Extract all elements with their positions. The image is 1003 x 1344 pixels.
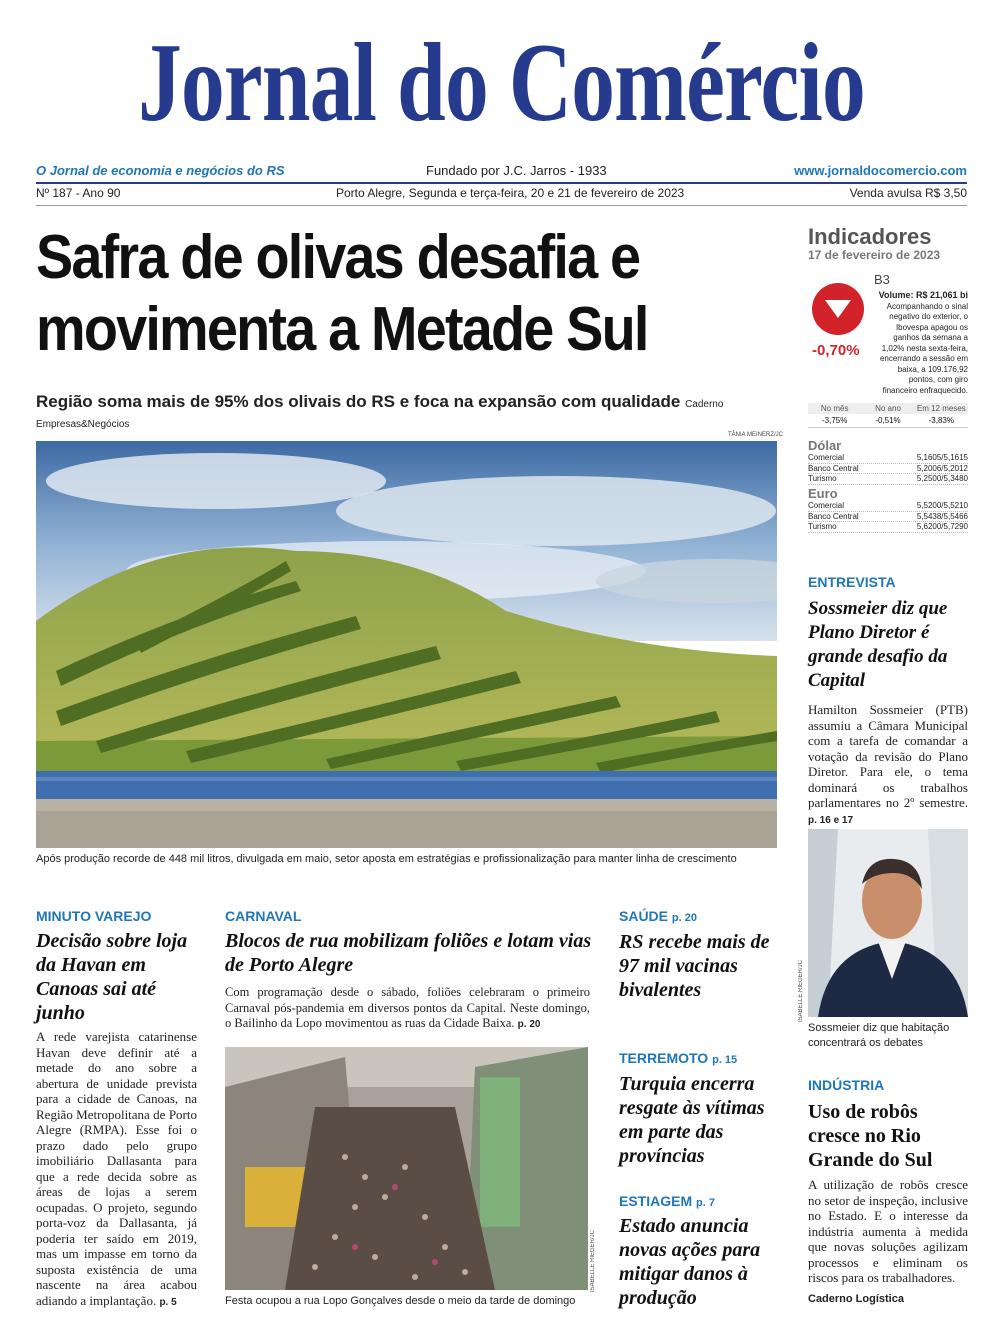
carnaval-body [225,985,590,1033]
euro-label: Banco Central [808,511,859,521]
entrevista-kicker: ENTREVISTA [808,574,896,590]
carnaval-photo[interactable] [225,1047,588,1290]
indicators-date: 17 de fevereiro de 2023 [808,248,941,262]
b3-volume: Volume: R$ 21,061 bi [878,290,968,300]
dolar-label: Banco Central [808,463,859,473]
varejo-page[interactable]: p. 5 [159,1296,177,1308]
euro-row [808,512,968,523]
carnaval-photo-credit: ISABELLE RIEGER/JC [590,1230,596,1293]
saude-kicker [619,908,697,924]
masthead-tagline: O Jornal de economia e negócios do RS [36,163,285,178]
dolar-title: Dólar [808,438,842,453]
dolar-block [808,439,968,485]
period-values [808,414,968,428]
value-year: -0,51% [875,416,901,425]
masthead-website[interactable]: www.jornaldocomercio.com [794,163,967,178]
b3-label: B3 [874,272,890,287]
b3-change: -0,70% [812,342,860,359]
dolar-value: 5,2006/5,2012 [916,463,968,473]
lead-headline[interactable]: Safra de olivas desafia e movimenta a Metade Sul [36,223,648,364]
masthead-tagline-row [36,163,967,183]
masthead-founded: Fundado por J.C. Jarros - 1933 [426,163,607,178]
industria-kicker: INDÚSTRIA [808,1077,885,1093]
carnaval-headline[interactable]: Blocos de rua mobilizam foliões e lotam vias de Porto Alegre [225,930,592,976]
olive-grove-image [36,441,777,848]
lead-photo-caption: Após produção recorde de 448 mil litros, divulgada em maio, setor aposta em estratégias e profissionalização para manter linha de crescimento [36,853,737,865]
dolar-row [808,474,968,485]
varejo-kicker: MINUTO VAREJO [36,908,152,924]
terremoto-page[interactable]: p. 15 [712,1054,738,1066]
euro-label: Turismo [808,522,837,531]
entrevista-body [808,702,968,828]
lead-photo[interactable] [36,441,777,848]
dolar-label: Comercial [808,453,845,462]
period-month: No mês [820,404,849,413]
carnaval-caption: Festa ocupou a rua Lopo Gonçalves desde o meio da tarde de domingo [225,1295,576,1307]
lead-subhead-text: Região soma mais de 95% dos olivais do RS e foca na expansão com qualidade [36,392,681,411]
carnaval-text: Com programação desde o sábado, foliões celebraram o primeiro Carnaval pós-pandemia em diversos pontos da Capital. Neste domingo, o Bailinho da Lopo movimentou as ruas da Cidade Baixa. [225,985,590,1030]
value-12m: -3,83% [928,416,954,425]
info-rule [36,205,967,206]
portrait-image [808,829,968,1017]
street-crowd-image [225,1047,588,1290]
euro-value: 5,5200/5,5210 [916,501,968,510]
arrow-down-icon [812,283,864,335]
euro-label: Comercial [808,501,845,510]
sossmeier-photo[interactable] [808,829,968,1017]
saude-page[interactable]: p. 20 [671,912,697,924]
saude-headline[interactable]: RS recebe mais de 97 mil vacinas bivalentes [619,931,770,1001]
varejo-text: A rede varejista catarinense Havan deve definir até a metade do ano sobre a abertura de unidade prevista para a cidade de Canoas, na Região Metropolitana de Porto Alegre (RMPA). Esse foi o prazo dado pelo grupo imobiliário Dallasanta para que a rede decida sobre as áreas de lojas a serem ocupadas. O projeto, segundo porta-voz da Dallasanta, já poderia ter saído em 2019, mas um impasse em torno da suposta existência de uma nascente na área acabou adiando a implantação. [36,1029,197,1308]
euro-row [808,522,968,533]
estiagem-headline[interactable]: Estado anuncia novas ações para mitigar danos à produção [619,1215,761,1309]
masthead-info-row [36,186,967,204]
terremoto-label: TERREMOTO [619,1050,709,1066]
varejo-headline[interactable]: Decisão sobre loja da Havan em Canoas sai até junho [36,930,188,1024]
estiagem-page[interactable]: p. 7 [696,1197,715,1209]
euro-block [808,487,968,533]
indicators-panel [808,224,968,262]
entrevista-text: Hamilton Sossmeier (PTB) assumiu a Câmara Municipal com a tarefa de comandar a votação da revisão do Plano Diretor. Para ele, o tema dominará os trabalhos parlamentares no 2º semestre. [808,702,968,810]
dolar-row [808,464,968,475]
period-year: No ano [875,404,901,413]
entrevista-headline[interactable]: Sossmeier diz que Plano Diretor é grande desafio da Capital [808,598,948,691]
dolar-value: 5,1605/5,1615 [916,453,968,462]
b3-text: Acompanhando o sinal negativo do exterior, o Ibovespa apagou os ganhos da semana a 1,02% nesta sexta-feira, encerrando a sessão em baixa, a 109.176,92 pontos, com giro financeiro enfraquecido. [879,301,968,395]
indicators-title: Indicadores [808,224,932,249]
dolar-row [808,453,968,464]
issue-number: Nº 187 - Ano 90 [36,186,121,200]
dolar-label: Turismo [808,474,837,483]
price: Venda avulsa R$ 3,50 [849,186,967,200]
terremoto-kicker [619,1050,737,1066]
terremoto-headline[interactable]: Turquia encerra resgate às vítimas em parte das províncias [619,1073,765,1167]
industria-section-ref[interactable]: Caderno Logística [808,1293,904,1305]
euro-value: 5,5438/5,5466 [916,511,968,521]
masthead-title: Jornal do Comércio [138,21,865,145]
masthead-rule [36,182,967,184]
portrait-caption: Sossmeier diz que habitação concentrará os debates [808,1022,950,1049]
portrait-credit: ISABELLE RIEGER/JC [798,960,804,1023]
varejo-body [36,1029,197,1310]
euro-row [808,501,968,512]
date-line: Porto Alegre, Segunda e terça-feira, 20 e 21 de fevereiro de 2023 [336,186,685,200]
lead-subhead [36,392,796,432]
saude-label: SAÚDE [619,908,669,924]
estiagem-kicker [619,1193,715,1209]
entrevista-pages[interactable]: p. 16 e 17 [808,814,854,826]
euro-title: Euro [808,486,838,501]
period-12m: Em 12 meses [916,404,966,413]
value-month: -3,75% [821,416,848,425]
carnaval-kicker: CARNAVAL [225,908,302,924]
b3-summary [872,290,968,396]
carnaval-page[interactable]: p. 20 [517,1019,541,1030]
industria-body: A utilização de robôs cresce no setor de inspeção, inclusive no Estado. E o interesse da indústria aumenta à medida que novas soluções agilizam processos e eliminam os riscos para os trabalhadores. [808,1177,968,1285]
dolar-value: 5,2500/5,3480 [916,474,968,483]
industria-headline[interactable]: Uso de robôs cresce no Rio Grande do Sul [808,1101,933,1171]
b3-period-table [808,403,968,428]
estiagem-label: ESTIAGEM [619,1193,693,1209]
euro-value: 5,6200/5,7290 [916,522,968,531]
lead-photo-credit: TÂNIA MEINERZ/JC [728,432,784,438]
lead-section-ref[interactable]: Caderno Empresas&Negócios [36,399,724,430]
period-header [808,403,968,414]
